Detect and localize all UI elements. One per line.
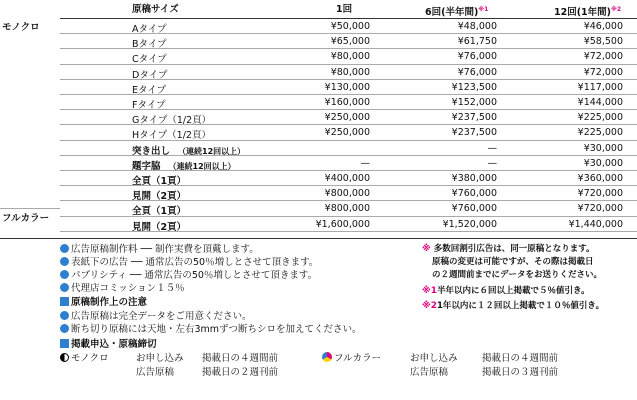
section-deadline: 掲載申込・原稿締切 <box>60 336 157 350</box>
cell-twelve: ¥1,440,000 <box>568 218 623 230</box>
cell-twelve: ¥72,000 <box>583 66 623 78</box>
header-size: 原稿サイズ <box>132 4 179 15</box>
table-row <box>0 217 637 232</box>
bullet-icon <box>60 324 69 333</box>
row-size: Bタイプ <box>132 39 167 51</box>
mono-manuscript-deadline: 掲載日の２週刊前 <box>202 367 279 378</box>
cell-twelve: ¥144,000 <box>577 97 623 108</box>
cell-twelve: ¥720,000 <box>577 203 623 215</box>
table-row <box>0 110 637 125</box>
monochrome-icon <box>60 353 69 362</box>
color-apply: お申し込み <box>410 353 458 364</box>
cell-six: ¥123,500 <box>451 81 497 93</box>
table-row <box>0 171 637 186</box>
row-size: Eタイプ <box>132 84 167 96</box>
cell-once: ¥80,000 <box>330 66 370 78</box>
row-size: 突き出し （連続12回以上） <box>132 145 246 157</box>
cell-six: ¥61,750 <box>457 36 497 48</box>
cell-once: ¥50,000 <box>330 21 370 32</box>
table-row <box>0 125 637 140</box>
cell-six: ¥152,000 <box>451 97 497 108</box>
cell-twelve: ¥117,000 <box>577 81 623 93</box>
row-size: Hタイプ（1/2頁） <box>132 130 211 142</box>
square-icon <box>60 297 69 306</box>
row-size: 見開（2頁） <box>132 191 187 203</box>
cell-six: ¥1,520,000 <box>442 218 497 230</box>
cell-six: ¥76,000 <box>457 66 497 78</box>
row-size: 題字脇 （連続12回以上） <box>132 160 236 172</box>
row-size: 全頁（1頁） <box>132 206 187 218</box>
cell-once: ¥160,000 <box>324 97 370 108</box>
remark-twelve: ※21年以内に１２回以上掲載で１０％値引き。 <box>422 301 605 311</box>
bullet-icon <box>60 257 69 266</box>
section-manuscript: 原稿制作上の注意 <box>60 294 147 308</box>
cell-twelve: ¥72,000 <box>583 51 623 63</box>
cell-six: ¥237,500 <box>451 112 497 124</box>
note-bleed: 断ち切り原稿には天地・左右3mmずつ断ちシロを加えてください。 <box>60 321 362 335</box>
cell-twelve: ¥225,000 <box>577 112 623 124</box>
remark-multi: ※ 多数回割引広告は、同一原稿となります。 <box>422 244 595 254</box>
row-size: Gタイプ（1/2頁） <box>132 115 212 127</box>
cell-twelve: ¥58,500 <box>583 36 623 48</box>
row-size: Cタイプ <box>132 54 167 66</box>
mono-apply-deadline: 掲載日の４週間前 <box>202 353 279 364</box>
table-row <box>0 156 637 171</box>
cell-once: ¥400,000 <box>324 173 370 184</box>
table-row <box>0 186 637 201</box>
mono-label: モノクロ <box>60 350 109 364</box>
cell-once: ¥130,000 <box>324 81 370 93</box>
cell-six: — <box>487 142 497 154</box>
row-size: Aタイプ <box>132 24 167 35</box>
note-complete-data: 広告原稿は完全データをご用意ください。 <box>60 308 252 322</box>
mono-apply: お申し込み <box>136 353 184 364</box>
table-row <box>0 95 637 110</box>
cell-six: ¥237,500 <box>451 127 497 139</box>
row-size: Fタイプ <box>132 100 166 111</box>
cell-twelve: ¥46,000 <box>583 21 623 32</box>
bullet-icon <box>60 244 69 253</box>
cell-six: ¥76,000 <box>457 51 497 63</box>
table-row <box>0 19 637 34</box>
color-manuscript-deadline: 掲載日の３週刊前 <box>482 367 559 378</box>
bullet-icon <box>60 270 69 279</box>
header-six: 6回(半年間)$^{※1}$ <box>425 6 489 19</box>
cell-twelve: ¥720,000 <box>577 188 623 200</box>
cell-six: — <box>487 157 497 169</box>
remark-multi-2: 原稿の変更は可能ですが、その際は掲載日 <box>432 257 594 267</box>
note-commission: 代理店コミッション１５％ <box>60 280 185 294</box>
cell-once: ¥800,000 <box>324 188 370 200</box>
table-row <box>0 65 637 80</box>
square-icon <box>60 339 69 348</box>
bullet-icon <box>60 311 69 320</box>
cell-once: ¥250,000 <box>324 112 370 124</box>
cell-six: ¥380,000 <box>451 173 497 184</box>
cell-twelve: ¥225,000 <box>577 127 623 139</box>
cell-six: ¥760,000 <box>451 203 497 215</box>
cell-twelve: ¥30,000 <box>583 157 623 169</box>
row-size: 全頁（1頁） <box>132 176 187 187</box>
table-row <box>0 34 637 49</box>
group-color: フルカラー <box>2 213 50 224</box>
row-size: 見開（2頁） <box>132 221 187 233</box>
cell-once: ¥80,000 <box>330 51 370 63</box>
cell-six: ¥760,000 <box>451 188 497 200</box>
group-mono: モノクロ <box>2 22 40 33</box>
color-label: フルカラー <box>322 350 381 364</box>
table-row <box>0 141 637 156</box>
cell-twelve: ¥30,000 <box>583 142 623 154</box>
cell-twelve: ¥360,000 <box>577 173 623 184</box>
fullcolor-icon <box>322 352 332 362</box>
row-size: Dタイプ <box>132 69 168 81</box>
remark-multi-3: の２週間前までにデータをお送りください。 <box>432 270 603 280</box>
table-row <box>0 49 637 64</box>
header-once: 1回 <box>336 4 353 15</box>
table-row <box>0 80 637 95</box>
note-publicity: パブリシティ ── 通常広告の50％増しとさせて頂きます。 <box>60 267 317 281</box>
cell-once: ¥1,600,000 <box>315 218 370 230</box>
bullet-icon <box>60 283 69 292</box>
cell-once: — <box>360 157 370 169</box>
mono-manuscript: 広告原稿 <box>136 367 175 378</box>
header-twelve: 12回(1年間)$^{※2}$ <box>554 6 622 19</box>
table-bottom-line <box>0 238 637 239</box>
cell-six: ¥48,000 <box>457 21 497 32</box>
cell-once: ¥800,000 <box>324 203 370 215</box>
remark-six: ※1半年以内に６回以上掲載で５％値引き。 <box>422 286 590 296</box>
table-row <box>0 201 637 216</box>
note-cover-ad: 表紙下の広告 ── 通常広告の50％増しとさせて頂きます。 <box>60 254 318 268</box>
color-apply-deadline: 掲載日の４週間前 <box>482 353 559 364</box>
cell-once: ¥65,000 <box>330 36 370 48</box>
color-manuscript: 広告原稿 <box>410 367 449 378</box>
cell-once: ¥250,000 <box>324 127 370 139</box>
note-production-fee: 広告原稿制作料 ── 制作実費を頂戴します。 <box>60 241 259 255</box>
